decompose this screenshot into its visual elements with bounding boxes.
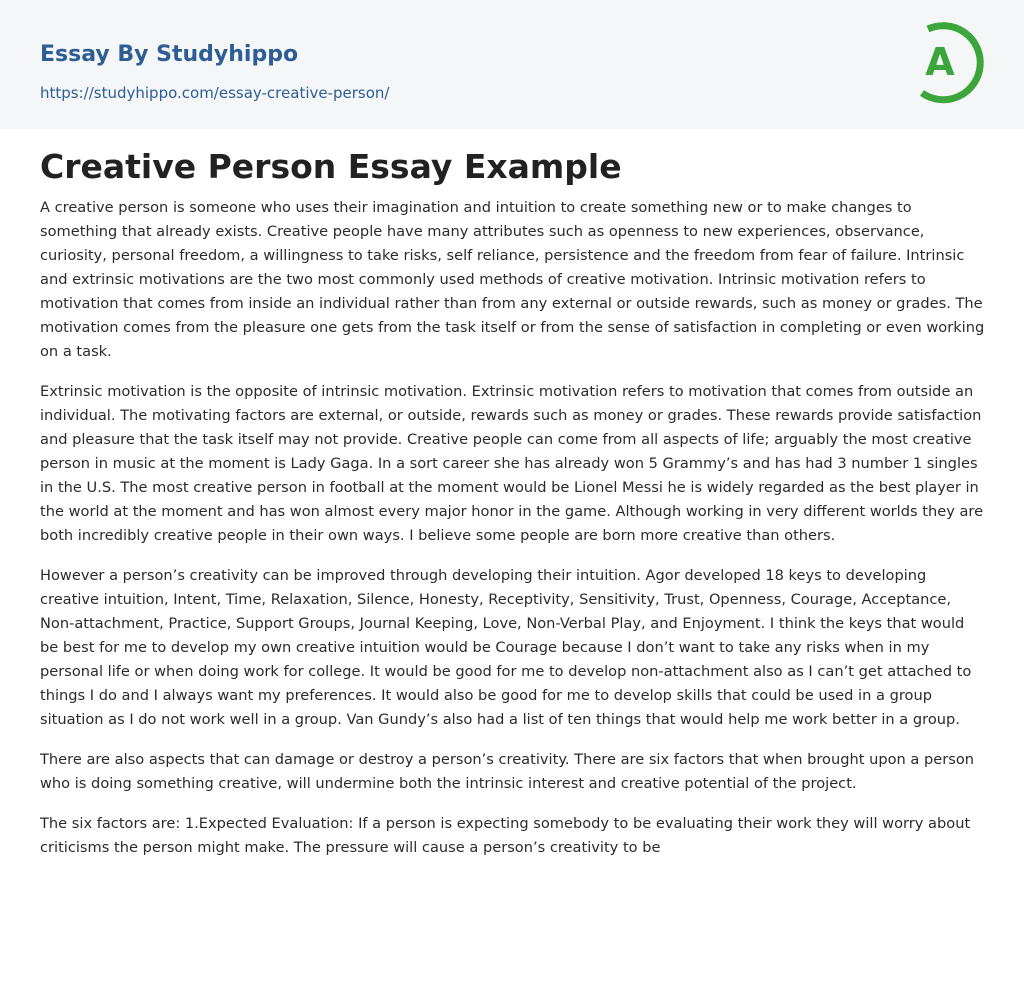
article-paragraph: Extrinsic motivation is the opposite of intrinsic motivation. Extrinsic motivation refers to motivation that comes from outside an individual. The motivating factors are external, or outside, rewards such as money or grades. These rewards provide satisfaction and pleasure that the task itself may not provide. Creative people can come from all aspects of life; arguably the most creative person in music at the moment is Lady Gaga. In a sort career she has already won 5 Grammy’s and has had 3 number 1 singles in the U.S. The most creative person in football at the moment would be Lionel Messi he is widely regarded as the best player in the world at the moment and has won almost every major honor in the game. Although working in very different worlds they are both incredibly creative people in their own ways. I believe some people are born more creative than others. [40, 383, 984, 544]
page-title: Creative Person Essay Example [40, 147, 622, 186]
source-url-link[interactable]: https://studyhippo.com/essay-creative-person/ [40, 84, 390, 102]
article-paragraph: The six factors are: 1.Expected Evaluation: If a person is expecting somebody to be evaluating their work they will worry about criticisms the person might make. The pressure will cause a person’s creativity to be [40, 815, 971, 856]
site-brand[interactable]: Essay By Studyhippo [40, 42, 299, 67]
site-header [0, 0, 1024, 129]
studyhippo-logo-icon[interactable] [908, 17, 990, 107]
article-content [40, 145, 986, 876]
article-paragraph: A creative person is someone who uses their imagination and intuition to create something new or to make changes to something that already exists. Creative people have many attributes such as openness to new experiences, observance, curiosity, personal freedom, a willingness to take risks, self reliance, persistence and the freedom from fear of failure. Intrinsic and extrinsic motivations are the two most commonly used methods of creative motivation. Intrinsic motivation refers to motivation that comes from inside an individual rather than from any external or outside rewards, such as money or grades. The motivation comes from the pleasure one gets from the task itself or from the sense of satisfaction in completing or even working on a task. [40, 199, 985, 360]
article-paragraph: However a person’s creativity can be improved through developing their intuition. Agor developed 18 keys to developing creative intuition, Intent, Time, Relaxation, Silence, Honesty, Receptivity, Sensitivity, Trust, Openness, Courage, Acceptance, Non-attachment, Practice, Support Groups, Journal Keeping, Love, Non-Verbal Play, and Enjoyment. I think the keys that would be best for me to develop my own creative intuition would be Courage because I don’t want to take any risks when in my personal life or when doing work for college. It would be good for me to develop non-attachment also as I can’t get attached to things I do and I always want my preferences. It would also be good for me to develop skills that could be used in a group situation as I do not work well in a group. Van Gundy’s also had a list of ten things that would help me work better in a group. [40, 567, 972, 728]
logo-letter: A [925, 40, 955, 84]
article-paragraph: There are also aspects that can damage or destroy a person’s creativity. There are six factors that when brought upon a person who is doing something creative, will undermine both the intrinsic interest and creative potential of the project. [40, 751, 975, 792]
